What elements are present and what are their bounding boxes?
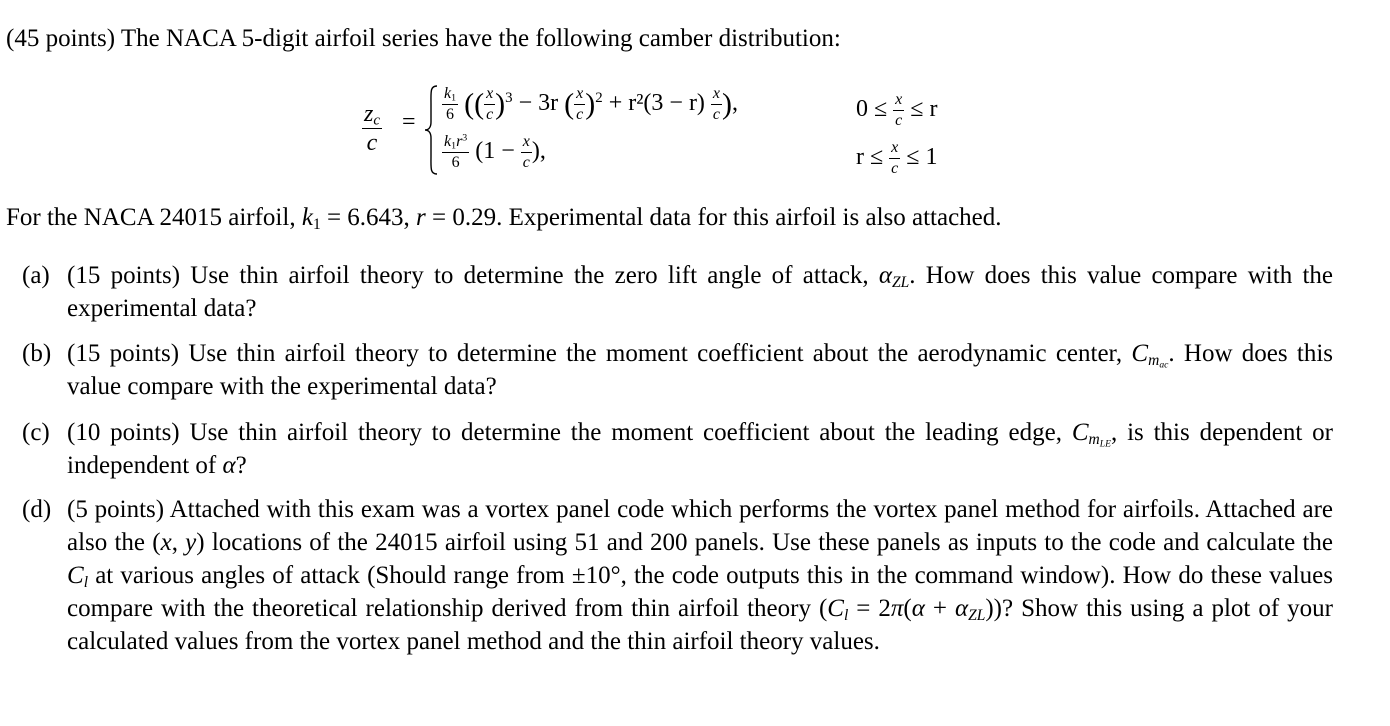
problem-intro — [6, 24, 841, 54]
part-c-label: (c) — [22, 419, 50, 446]
equation-case-1: $\frac{k_1}{6}$ (( $\frac{x}{c}$ )$^3$ − 3r ( $\frac{x}{c}$ )$^2$ + r²(3 − r) $\frac{x}{c}$ ), — [444, 85, 739, 123]
part-d-label: (d) — [22, 496, 52, 523]
problem-points: (45 points) — [6, 25, 116, 52]
equation-case-2: $\frac{k_1r^3}{6}$ (1 − $\frac{x}{c}$ ), — [444, 132, 546, 171]
part-b-label: (b) — [22, 340, 52, 367]
k1-value: 6.643 — [347, 204, 404, 231]
part-c-text: (10 points) Use thin airfoil theory to determine the moment coefficient about the leading edge, $C_{m_{LE}}$, is this dependent or independent of α? — [67, 419, 1334, 479]
part-d-text: (5 points) Attached with this exam was a vortex panel code which performs the vortex panel method for airfoils. Attached are also the (x, y) locations of the 24015 airfoil using 51 and 200 panels. Use these panels as inputs to the code and calculate the $C_l$ at various angles of attack (Should range from ±10°, the code outputs this in the command window). How do these values compare with the theoretical relationship derived from thin airfoil theory $(C_l = 2\pi(\alpha + \alpha_{ZL}))$? Show this using a plot of your calculated values from the vortex panel method and the thin airfoil theory values. — [67, 496, 1334, 655]
given-values: For the NACA 24015 airfoil, $k_1 = 6.643$, r = 0.29. Experimental data for this airfoil is also attached. — [6, 204, 1002, 233]
camber-equation — [360, 82, 1000, 182]
problem-intro-text: The NACA 5-digit airfoil series have the following camber distribution: — [120, 25, 841, 52]
left-brace-icon — [424, 84, 438, 176]
part-a-text: (15 points) Use thin airfoil theory to determine the zero lift angle of attack, $\alpha_{ZL}$. How does this value compare with the experimental data? — [67, 262, 1333, 322]
part-a-label: (a) — [22, 262, 50, 289]
equation-lhs: $\frac{z_c}{c}$ — [364, 101, 380, 156]
r-value: 0.29 — [452, 204, 497, 231]
equation-condition-2: r ≤ $\frac{x}{c}$ ≤ 1 — [856, 139, 938, 177]
equals-sign: = — [402, 109, 416, 135]
equation-condition-1: 0 ≤ $\frac{x}{c}$ ≤ r — [856, 91, 938, 129]
part-b-text: (15 points) Use thin airfoil theory to determine the moment coefficient about the aerodynamic center, $C_{m_{ac}}$. How does this value compare with the experimental data? — [67, 340, 1334, 400]
